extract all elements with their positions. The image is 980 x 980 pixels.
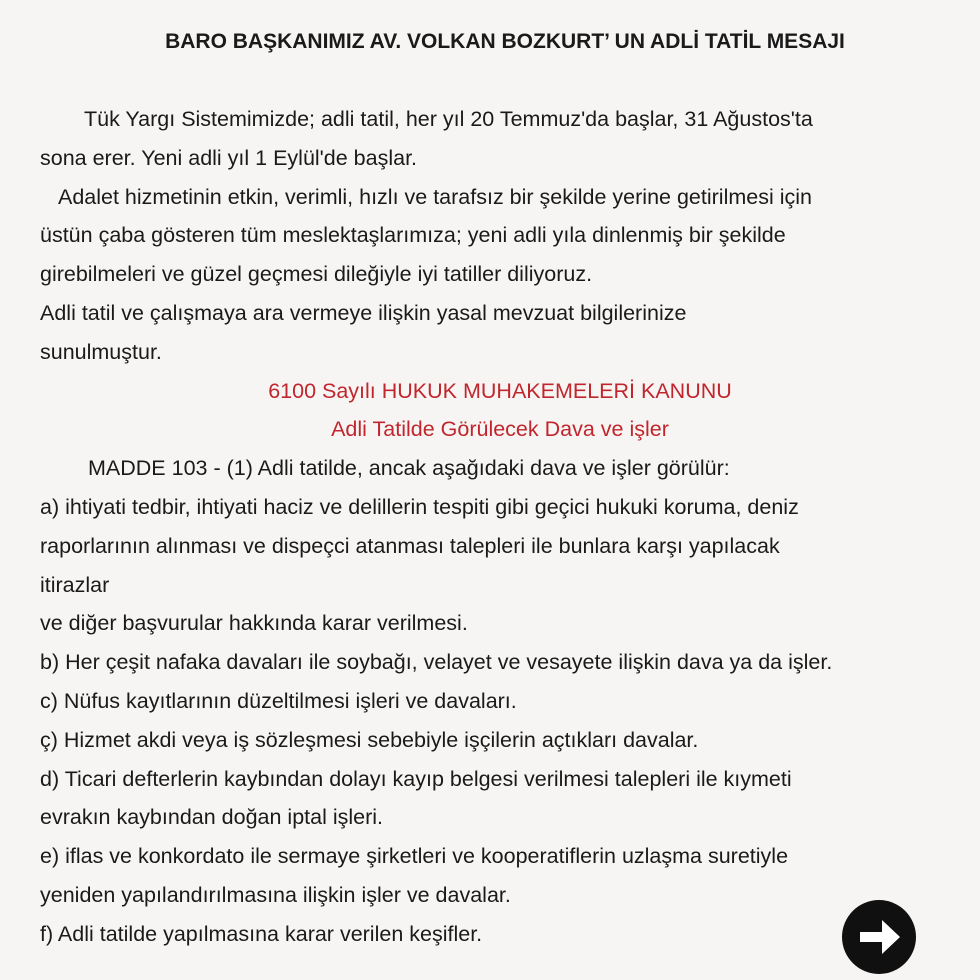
list-item: ve diğer başvurular hakkında karar verilmesi. bbox=[40, 611, 468, 636]
next-button[interactable] bbox=[842, 900, 916, 974]
list-item: b) Her çeşit nafaka davaları ile soybağı, velayet ve vesayete ilişkin dava ya da işler. bbox=[40, 650, 833, 675]
law-subtitle: Adli Tatilde Görülecek Dava ve işler bbox=[331, 417, 669, 442]
list-item: a) ihtiyati tedbir, ihtiyati haciz ve delillerin tespiti gibi geçici hukuki koruma, deniz bbox=[40, 494, 799, 519]
list-item: evrakın kaybından doğan iptal işleri. bbox=[40, 805, 384, 830]
paragraph-line: sunulmuştur. bbox=[40, 339, 162, 364]
paragraph-line: sona erer. Yeni adli yıl 1 Eylül'de başlar. bbox=[40, 145, 418, 170]
list-item: d) Ticari defterlerin kaybından dolayı kayıp belgesi verilmesi talepleri ile kıymeti bbox=[40, 766, 792, 791]
paragraph-line: üstün çaba gösteren tüm meslektaşlarımıza; yeni adli yıla dinlenmiş bir şekilde bbox=[40, 223, 786, 248]
paragraph-line: Adalet hizmetinin etkin, verimli, hızlı ve tarafsız bir şekilde yerine getirilmesi için bbox=[58, 184, 812, 209]
arrow-right-circle-icon bbox=[842, 900, 916, 974]
list-item: e) iflas ve konkordato ile sermaye şirketleri ve kooperatiflerin uzlaşma suretiyle bbox=[40, 844, 789, 869]
article-heading: MADDE 103 - (1) Adli tatilde, ancak aşağıdaki dava ve işler görülür: bbox=[88, 456, 730, 481]
page-title: BARO BAŞKANIMIZ AV. VOLKAN BOZKURT’ UN ADLİ TATİL MESAJI bbox=[165, 30, 845, 53]
message-body bbox=[40, 100, 950, 954]
list-item: f) Adli tatilde yapılmasına karar verilen keşifler. bbox=[40, 921, 483, 946]
paragraph-line: Adli tatil ve çalışmaya ara vermeye ilişkin yasal mevzuat bilgilerinize bbox=[40, 300, 687, 325]
list-item: ç) Hizmet akdi veya iş sözleşmesi sebebiyle işçilerin açtıkları davalar. bbox=[40, 727, 699, 752]
law-title: 6100 Sayılı HUKUK MUHAKEMELERİ KANUNU bbox=[268, 378, 732, 403]
paragraph-line: girebilmeleri ve güzel geçmesi dileğiyle iyi tatiller diliyoruz. bbox=[40, 262, 593, 287]
list-item: yeniden yapılandırılmasına ilişkin işler ve davalar. bbox=[40, 882, 511, 907]
list-item: raporlarının alınması ve dispeçci atanması talepleri ile bunlara karşı yapılacak bbox=[40, 533, 780, 558]
paragraph-line: Tük Yargı Sistemimizde; adli tatil, her yıl 20 Temmuz'da başlar, 31 Ağustos'ta bbox=[84, 107, 813, 131]
list-item: itirazlar bbox=[40, 572, 110, 597]
list-item: c) Nüfus kayıtlarının düzeltilmesi işleri ve davaları. bbox=[40, 688, 517, 713]
